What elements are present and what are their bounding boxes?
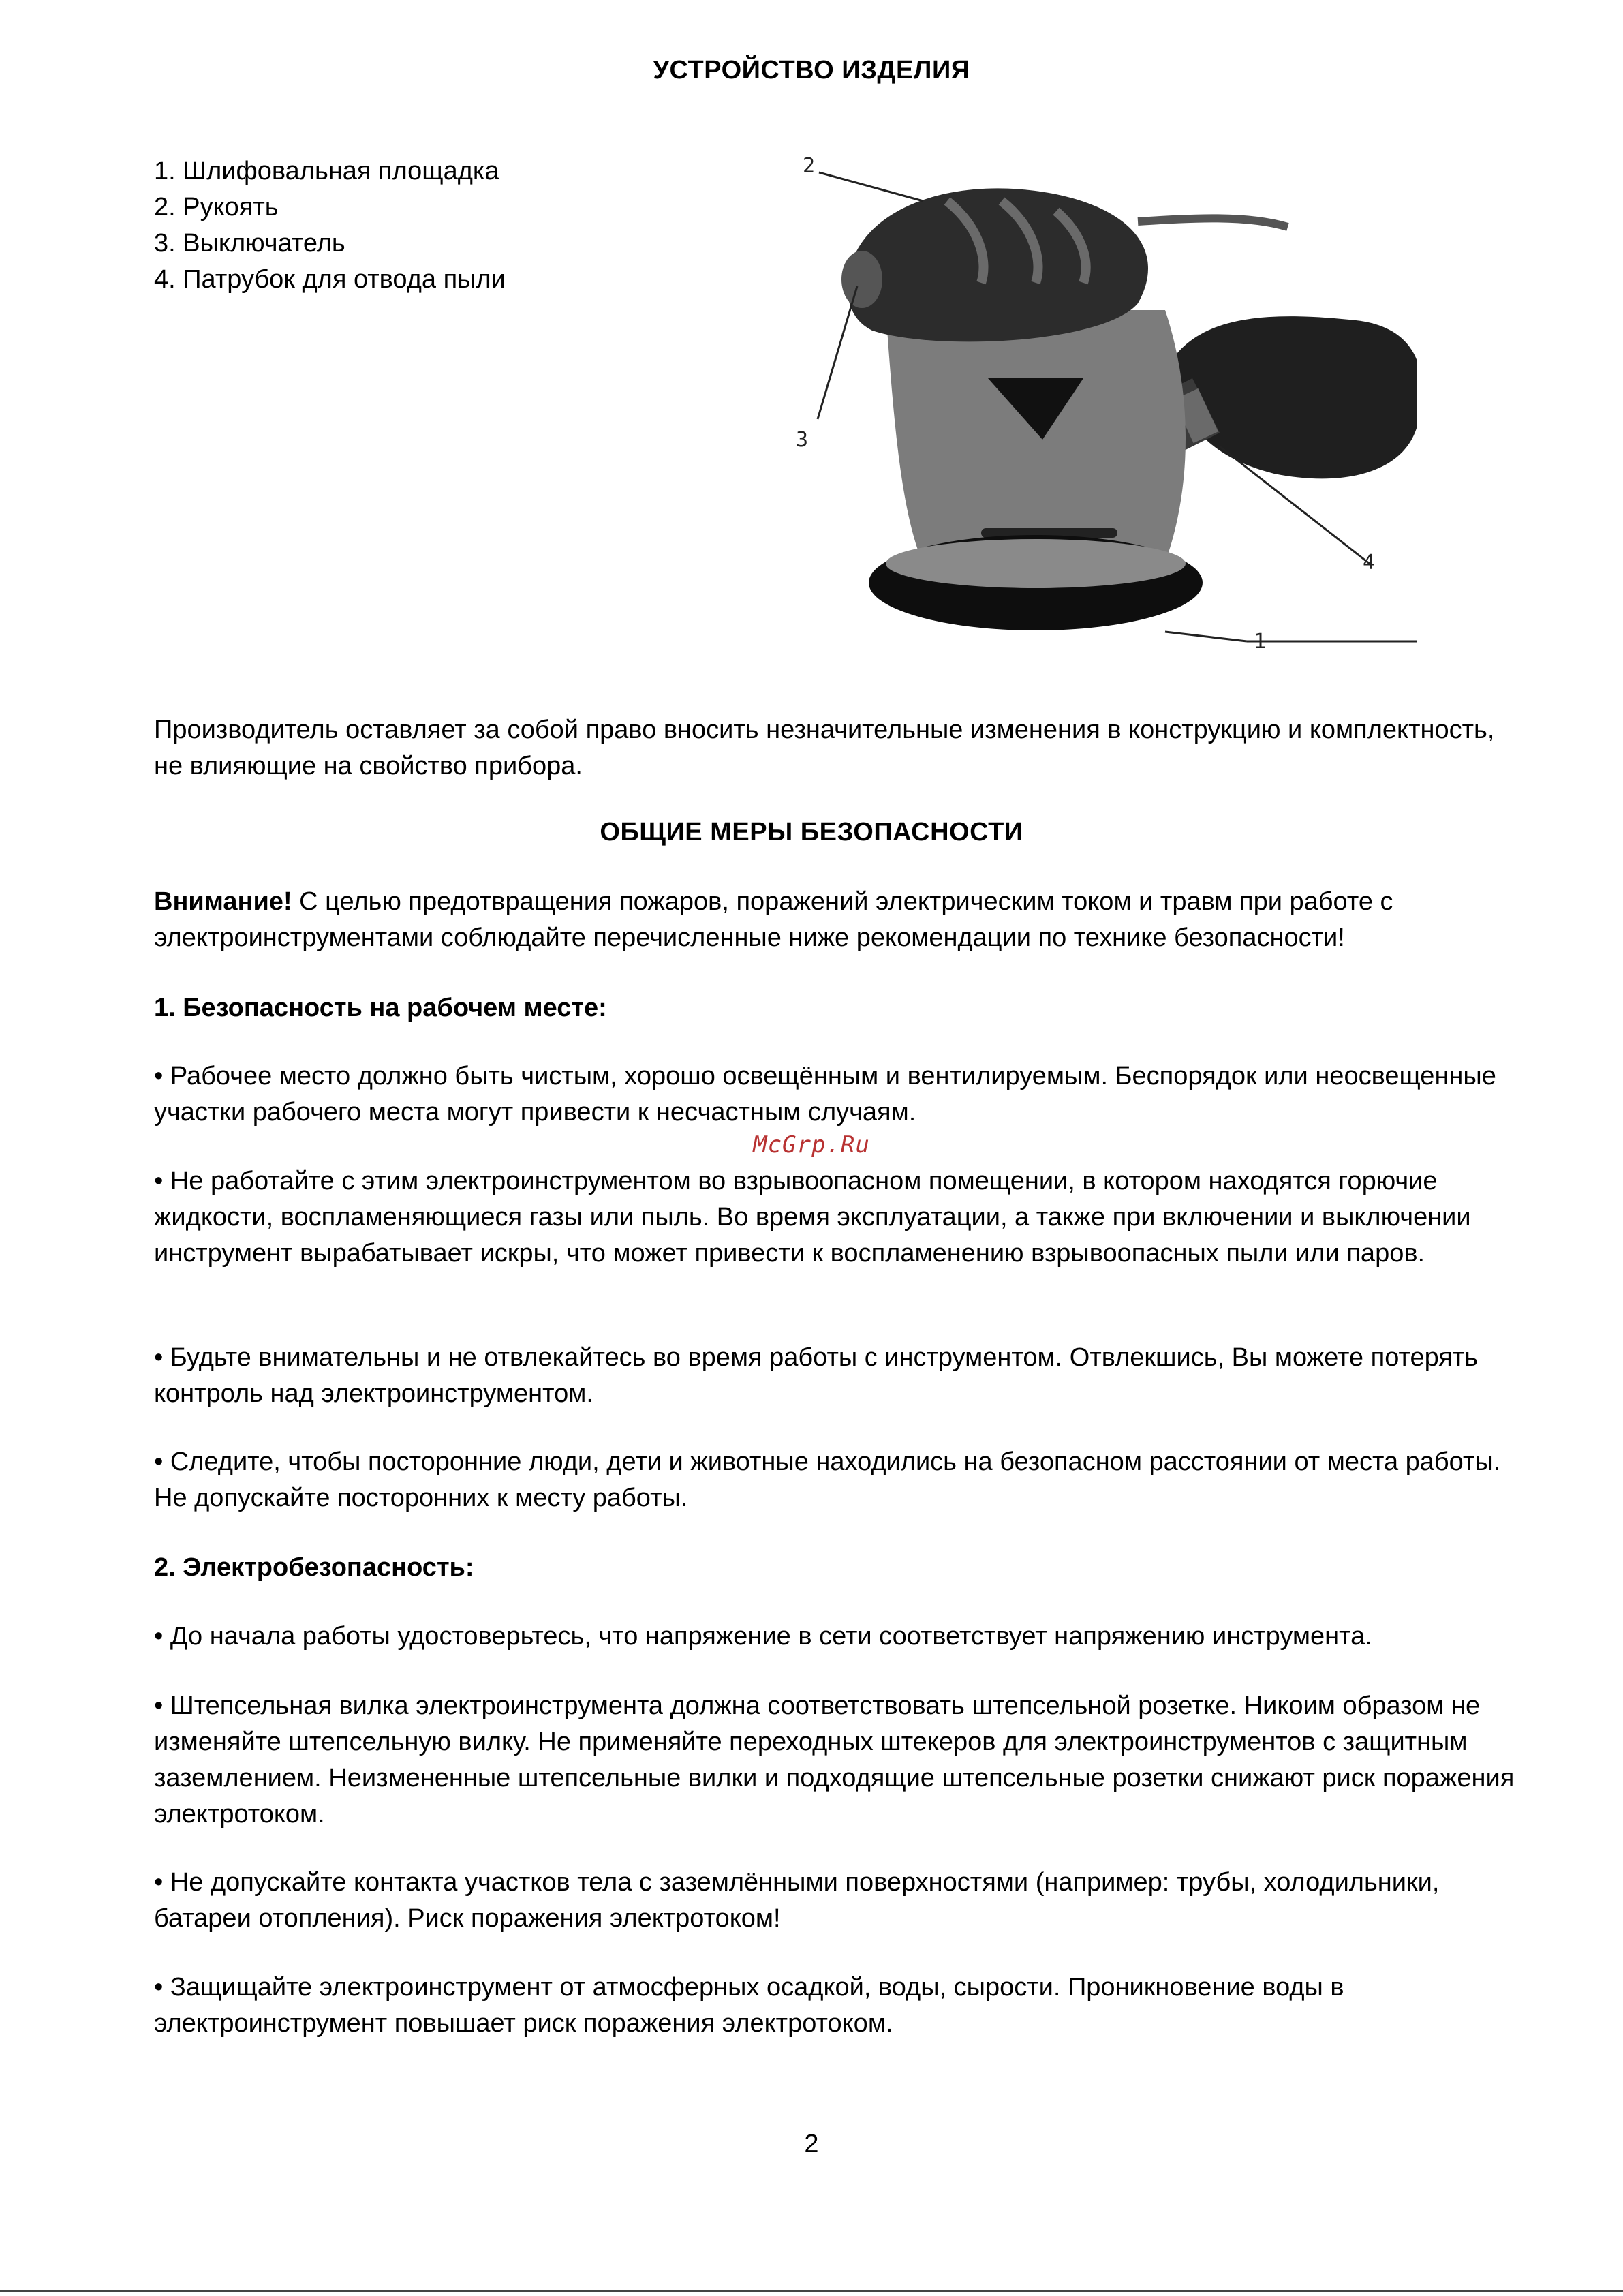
- safety-bullet: • До начала работы удостоверьтесь, что напряжение в сети соответствует напряжению инструмента.: [154, 1622, 1372, 1651]
- warning-label: Внимание!: [154, 887, 292, 916]
- parts-list-item: 1. Шлифовальная площадка: [154, 157, 499, 185]
- safety-bullet: • Не работайте с этим электроинструментом во взрывоопасном помещении, в котором находятся горючие жидкости, воспламеняющиеся газы или пыль. Во время эксплуатации, а также при включении и выключении инструмент вырабатывает искры, что может привести к воспламенению взрывоопасных пыли или паров.: [154, 1167, 1471, 1268]
- power-cord: [1138, 218, 1288, 227]
- parts-list-item: 4. Патрубок для отвода пыли: [154, 265, 506, 294]
- warning-paragraph: [154, 884, 1530, 956]
- section-title-safety: ОБЩИЕ МЕРЫ БЕЗОПАСНОСТИ: [600, 818, 1023, 846]
- parts-list-item: 3. Выключатель: [154, 229, 345, 258]
- safety-bullet: • Следите, чтобы посторонние люди, дети и животные находились на безопасном расстоянии от места работы. Не допускайте посторонних к месту работы.: [154, 1448, 1501, 1512]
- safety-bullet: • Защищайте электроинструмент от атмосферных осадкой, воды, сырости. Проникновение воды в электроинструмент повышает риск поражения электротоком.: [154, 1973, 1344, 2038]
- page-number: 2: [804, 2130, 819, 2158]
- power-switch: [841, 251, 882, 308]
- callout-4: 4: [1363, 551, 1376, 575]
- bottom-rule: [0, 2290, 1623, 2292]
- parts-list-item: 2. Рукоять: [154, 193, 279, 221]
- subsection-title-workplace: 1. Безопасность на рабочем месте:: [154, 994, 607, 1022]
- body: [886, 310, 1186, 562]
- safety-bullet: • Будьте внимательны и не отвлекайтесь во время работы с инструментом. Отвлекшись, Вы можете потерять контроль над электроинструментом.: [154, 1343, 1479, 1408]
- safety-bullet: • Не допускайте контакта участков тела с заземлёнными поверхностями (например: трубы, холодильники, батареи отопления). Риск поражения электротоком!: [154, 1868, 1440, 1933]
- callout-2: 2: [803, 154, 816, 178]
- safety-bullet: • Рабочее место должно быть чистым, хорошо освещённым и вентилируемым. Беспорядок или неосвещенные участки рабочего места могут привести к несчастным случаям.: [154, 1062, 1496, 1127]
- handle: [848, 188, 1148, 341]
- callout-1: 1: [1254, 630, 1267, 654]
- parts-list: [154, 153, 506, 298]
- sander-diagram: [784, 147, 1417, 664]
- watermark: McGrp.Ru: [753, 1131, 870, 1159]
- subsection-title-electrical: 2. Электробезопасность:: [154, 1553, 474, 1582]
- callout-3: 3: [796, 428, 809, 452]
- warning-text: С целью предотвращения пожаров, поражений электрическим током и травм при работе с электроинструментами соблюдайте перечисленные ниже рекомендации по технике безопасности!: [154, 887, 1393, 952]
- section-title-device: УСТРОЙСТВО ИЗДЕЛИЯ: [653, 56, 970, 85]
- safety-bullet: • Штепсельная вилка электроинструмента должна соответствовать штепсельной розетке. Никоим образом не изменяйте штепсельную вилку. Не применяйте переходных штекеров для электроинструментов с защитным заземлением. Неизмененные штепсельные вилки и подходящие штепсельные розетки снижают риск поражения электротоком.: [154, 1692, 1515, 1828]
- manufacturer-note: Производитель оставляет за собой право вносить незначительные изменения в конструкцию и комплектность, не влияющие на свойство прибора.: [154, 716, 1495, 780]
- dust-bag: [1165, 316, 1417, 478]
